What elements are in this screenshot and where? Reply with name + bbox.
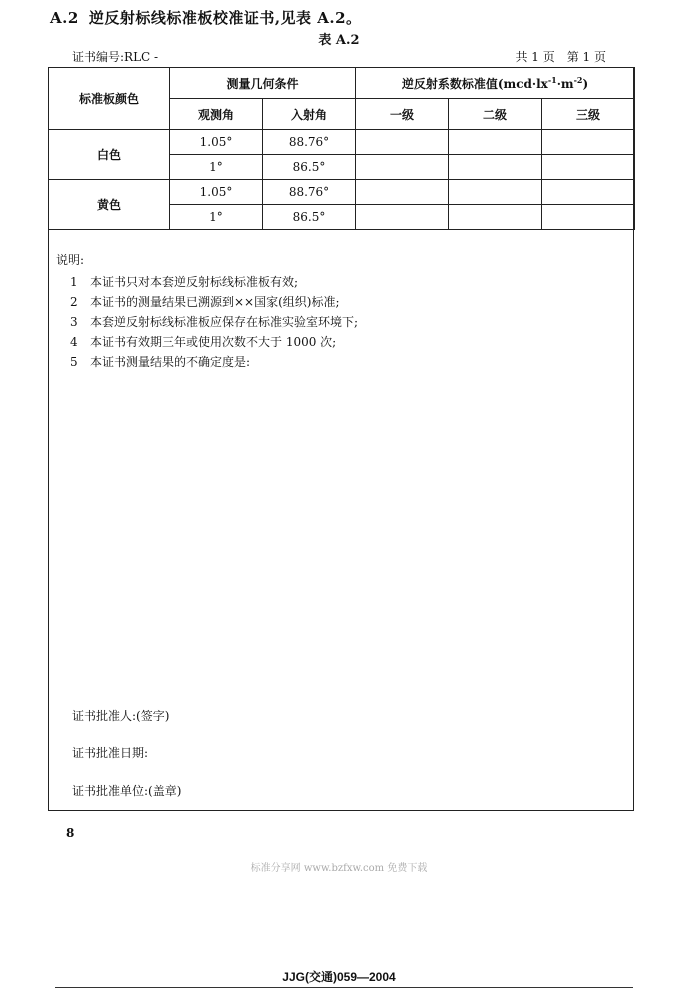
retro-exp2: -2 — [573, 74, 583, 85]
row-color-yellow: 黄色 — [49, 180, 170, 230]
cell-value — [449, 180, 542, 205]
approver-signature: 证书批准人:(签字) — [72, 709, 170, 723]
cell-obs: 1° — [170, 205, 263, 230]
cell-value — [542, 155, 635, 180]
footer-standard-code: JJG(交通)059—2004 — [282, 970, 396, 984]
note-number: 1 — [70, 275, 78, 289]
retro-text: 逆反射系数标准值(mcd·lx — [401, 76, 548, 91]
approval-unit: 证书批准单位:(盖章) — [72, 784, 182, 798]
header-grade-3: 三级 — [542, 99, 635, 130]
retro-end: ) — [582, 76, 589, 91]
cell-obs: 1.05° — [170, 130, 263, 155]
cell-value — [449, 130, 542, 155]
cell-value — [542, 180, 635, 205]
note-item — [56, 352, 358, 372]
note-text: 本证书只对本套逆反射标线标准板有效; — [90, 275, 299, 289]
note-number: 5 — [70, 355, 78, 369]
header-incidence-angle: 入射角 — [263, 99, 356, 130]
current-page: 第 1 页 — [566, 50, 606, 64]
approval-date: 证书批准日期: — [72, 746, 149, 760]
section-text: 逆反射标线标准板校准证书,见表 A.2。 — [88, 9, 362, 27]
note-number: 3 — [70, 315, 78, 329]
section-heading — [50, 7, 362, 28]
cell-value — [542, 205, 635, 230]
certificate-number: 证书编号:RLC - — [72, 50, 159, 64]
note-text: 本证书有效期三年或使用次数不大于 1000 次; — [90, 335, 337, 349]
header-color: 标准板颜色 — [49, 68, 170, 130]
header-retro — [356, 68, 635, 99]
cell-value — [356, 180, 449, 205]
notes-section — [56, 250, 358, 372]
retro-mid: ·m — [556, 76, 574, 91]
header-grade-2: 二级 — [449, 99, 542, 130]
cell-value — [356, 205, 449, 230]
cell-value — [356, 155, 449, 180]
table-header-row — [49, 68, 635, 99]
note-number: 2 — [70, 295, 78, 309]
table-title: 表 A.2 — [318, 33, 360, 48]
cell-inc: 88.76° — [263, 180, 356, 205]
row-color-white: 白色 — [49, 130, 170, 180]
bottom-divider — [55, 987, 633, 988]
note-item — [56, 272, 358, 292]
note-item — [56, 312, 358, 332]
page-info — [515, 48, 606, 65]
note-text: 本证书的测量结果已溯源到××国家(组织)标准; — [90, 295, 340, 309]
cell-value — [356, 130, 449, 155]
table-row — [49, 180, 635, 205]
cell-value — [542, 130, 635, 155]
section-number: A.2 — [50, 9, 79, 27]
cell-inc: 88.76° — [263, 130, 356, 155]
cell-obs: 1° — [170, 155, 263, 180]
page-number: 8 — [66, 826, 75, 840]
note-item — [56, 332, 358, 352]
table-row — [49, 130, 635, 155]
note-text: 本证书测量结果的不确定度是: — [90, 355, 251, 369]
calibration-table — [48, 67, 635, 230]
note-item — [56, 292, 358, 312]
cell-value — [449, 205, 542, 230]
watermark: 标准分享网 www.bzfxw.com 免费下载 — [250, 863, 428, 874]
note-text: 本套逆反射标线标准板应保存在标准实验室环境下; — [90, 315, 359, 329]
header-grade-1: 一级 — [356, 99, 449, 130]
cell-obs: 1.05° — [170, 180, 263, 205]
header-observation-angle: 观测角 — [170, 99, 263, 130]
notes-heading: 说明: — [56, 253, 85, 267]
note-number: 4 — [70, 335, 78, 349]
cell-inc: 86.5° — [263, 155, 356, 180]
cell-value — [449, 155, 542, 180]
total-pages: 共 1 页 — [515, 50, 555, 64]
retro-exp1: -1 — [547, 74, 557, 85]
cell-inc: 86.5° — [263, 205, 356, 230]
header-geometry: 测量几何条件 — [170, 68, 356, 99]
